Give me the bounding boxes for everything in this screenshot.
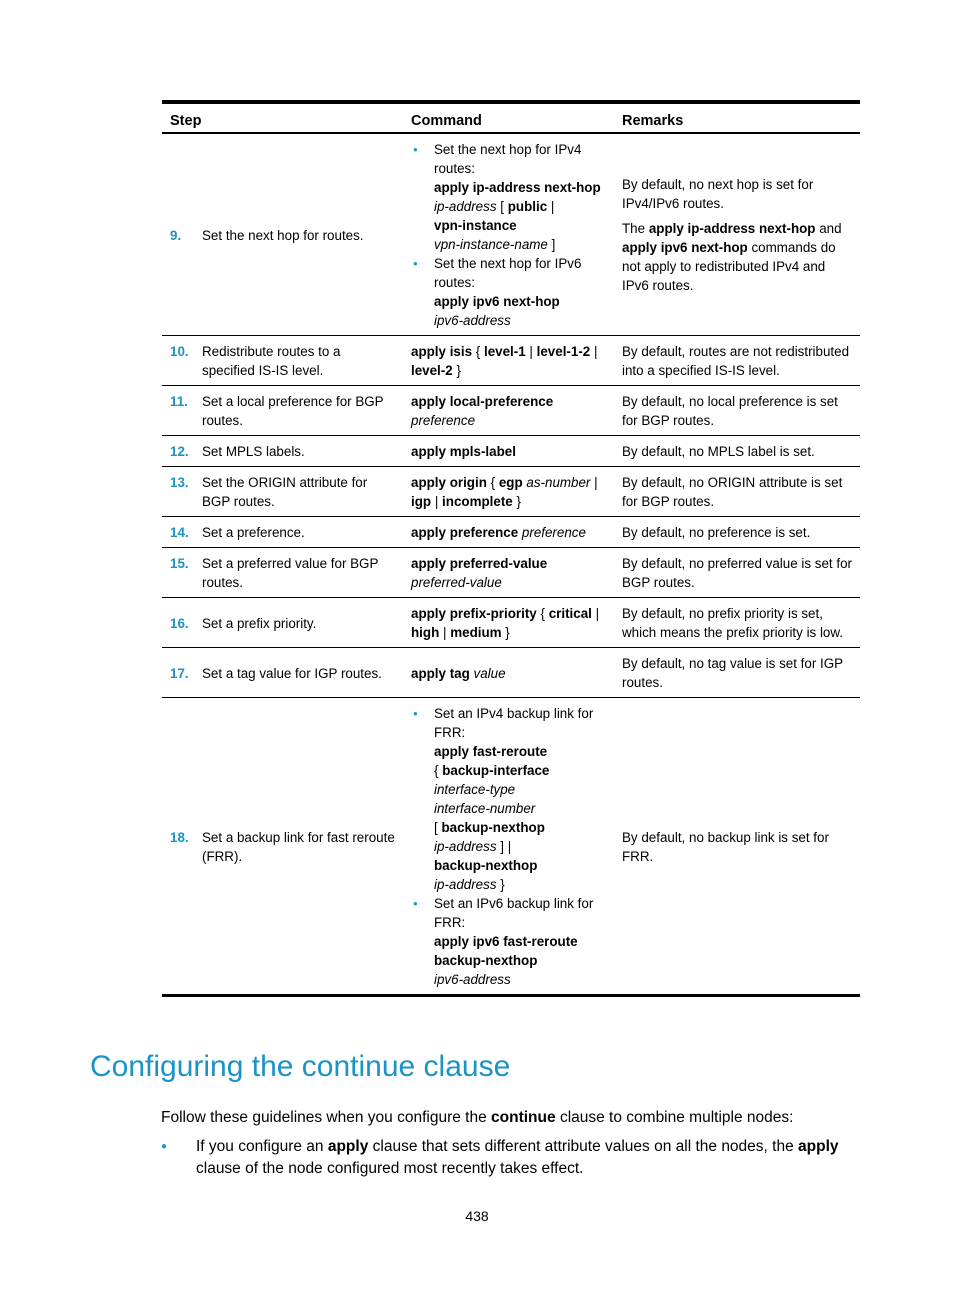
command-list — [411, 140, 606, 330]
command-keyword: critical — [548, 606, 592, 621]
command-cell — [403, 133, 614, 336]
command-keyword: backup-nexthop — [434, 953, 538, 968]
command-keyword: apply ip-address next-hop — [434, 180, 601, 195]
guideline-fragment: clause that sets different attribute values on all the nodes, the — [372, 1138, 794, 1155]
remarks-cell: By default, no MPLS label is set. — [614, 436, 860, 467]
command-keyword: apply prefix-priority — [411, 606, 537, 621]
command-keyword: apply origin — [411, 475, 487, 490]
bullet-icon: ● — [161, 1141, 168, 1152]
guideline-list-item — [161, 1136, 871, 1180]
command-symbol: | — [593, 344, 598, 359]
command-symbol: } — [456, 363, 461, 378]
command-keyword: apply ipv6 next-hop — [622, 240, 748, 255]
command-argument: interface-number — [434, 801, 536, 816]
command-cell — [403, 336, 614, 386]
table-row — [162, 436, 860, 467]
bullet-text: Set an IPv4 backup link for FRR: — [434, 706, 594, 740]
command-symbol: ] | — [500, 839, 512, 854]
command-symbol: { — [490, 475, 496, 490]
remarks-text: By default, no next hop is set for IPv4/IPv6 routes. — [622, 177, 814, 211]
remarks-cell: By default, no backup link is set for FRR. — [614, 698, 860, 996]
bullet-text: Set the next hop for IPv4 routes: — [434, 142, 582, 176]
table-row — [162, 336, 860, 386]
list-item — [434, 704, 606, 894]
step-cell — [162, 517, 403, 548]
command-symbol: { — [540, 606, 545, 621]
guideline-keyword: apply — [327, 1138, 369, 1155]
step-number: 10. — [170, 344, 189, 359]
command-argument: vpn-instance-name — [434, 237, 548, 252]
list-item — [434, 254, 606, 330]
step-text: Set a preference. — [202, 525, 305, 540]
command-cell — [403, 648, 614, 698]
command-keyword: incomplete — [442, 494, 513, 509]
command-cell — [403, 467, 614, 517]
remarks-cell: By default, no ORIGIN attribute is set for BGP routes. — [614, 467, 860, 517]
table-row — [162, 698, 860, 996]
command-keyword: backup-interface — [442, 763, 550, 778]
remarks-cell: By default, no local preference is set for BGP routes. — [614, 386, 860, 436]
step-text: Redistribute routes to a specified IS-IS level. — [202, 344, 341, 378]
intro-keyword: continue — [491, 1109, 556, 1126]
remarks-cell: By default, routes are not redistributed into a specified IS-IS level. — [614, 336, 860, 386]
remarks-fragment: The — [622, 221, 646, 236]
intro-fragment: clause to combine multiple nodes: — [559, 1109, 794, 1126]
command-symbol: | — [443, 625, 447, 640]
command-table — [162, 100, 860, 997]
guideline-fragment: clause of the node configured most recently takes effect. — [196, 1160, 584, 1177]
step-cell — [162, 698, 403, 996]
command-keyword: level-1 — [483, 344, 526, 359]
bullet-text: Set an IPv6 backup link for FRR: — [434, 896, 594, 930]
command-symbol: | — [595, 606, 600, 621]
command-keyword: apply mpls-label — [411, 444, 516, 459]
step-text: Set the ORIGIN attribute for BGP routes. — [202, 475, 368, 509]
step-cell — [162, 467, 403, 517]
step-number: 18. — [170, 829, 189, 845]
remarks-fragment: and — [819, 221, 842, 236]
step-cell — [162, 548, 403, 598]
command-argument: preference — [521, 525, 586, 540]
command-symbol: { — [434, 763, 439, 778]
remarks-cell: By default, no tag value is set for IGP routes. — [614, 648, 860, 698]
command-keyword: igp — [411, 494, 432, 509]
remarks-cell: By default, no prefix priority is set, which means the prefix priority is low. — [614, 598, 860, 648]
table-header-row — [162, 102, 860, 133]
command-symbol: [ — [434, 820, 438, 835]
table-row — [162, 517, 860, 548]
command-cell — [403, 548, 614, 598]
step-number: 9. — [170, 227, 182, 243]
guideline-text — [196, 1136, 871, 1180]
page-number: 438 — [465, 1208, 489, 1224]
step-text: Set a preferred value for BGP routes. — [202, 556, 379, 590]
command-keyword: medium — [450, 625, 502, 640]
command-keyword: level-2 — [411, 363, 453, 378]
command-argument: interface-type — [434, 782, 516, 797]
command-keyword: vpn-instance — [434, 218, 517, 233]
step-cell — [162, 386, 403, 436]
command-symbol: } — [505, 625, 510, 640]
command-cell — [403, 386, 614, 436]
remarks-cell: By default, no preference is set. — [614, 517, 860, 548]
bullet-text: Set the next hop for IPv6 routes: — [434, 256, 582, 290]
command-cell — [403, 436, 614, 467]
step-text: Set a local preference for BGP routes. — [202, 394, 384, 428]
command-argument: ipv6-address — [434, 313, 511, 328]
step-text: Set a tag value for IGP routes. — [202, 665, 382, 681]
step-text: Set MPLS labels. — [202, 444, 305, 459]
command-keyword: public — [507, 199, 548, 214]
command-argument: ip-address — [434, 839, 497, 854]
command-symbol: | — [434, 494, 439, 509]
remarks-cell: By default, no preferred value is set for BGP routes. — [614, 548, 860, 598]
command-keyword: apply isis — [411, 344, 473, 359]
table-row — [162, 386, 860, 436]
step-number: 17. — [170, 665, 189, 681]
command-argument: ip-address — [434, 877, 497, 892]
command-cell — [403, 598, 614, 648]
command-symbol: } — [516, 494, 521, 509]
table-row — [162, 548, 860, 598]
command-cell — [403, 698, 614, 996]
command-keyword: apply ip-address next-hop — [648, 221, 816, 236]
step-number: 11. — [170, 394, 188, 409]
command-keyword: apply preference — [411, 525, 519, 540]
remarks-cell — [614, 133, 860, 336]
command-keyword: level-1-2 — [536, 344, 591, 359]
command-keyword: high — [411, 625, 440, 640]
step-cell — [162, 598, 403, 648]
command-keyword: apply ipv6 next-hop — [434, 294, 560, 309]
table-row — [162, 598, 860, 648]
command-symbol: } — [500, 877, 505, 892]
section-heading: Configuring the continue clause — [90, 1050, 511, 1083]
table-row — [162, 133, 860, 336]
command-symbol: ] — [551, 237, 556, 252]
command-argument: ipv6-address — [434, 972, 511, 987]
command-list — [411, 704, 606, 989]
intro-fragment: Follow these guidelines when you configure the — [161, 1109, 487, 1126]
command-keyword: apply tag — [411, 665, 470, 681]
guideline-fragment: If you configure an — [196, 1138, 324, 1155]
step-text: Set the next hop for routes. — [202, 227, 364, 243]
step-number: 16. — [170, 615, 189, 631]
command-argument: as-number — [526, 475, 591, 490]
table-row — [162, 648, 860, 698]
command-argument: value — [473, 665, 506, 681]
command-keyword: egp — [498, 475, 523, 490]
command-keyword: backup-nexthop — [434, 858, 538, 873]
command-keyword: apply preferred-value — [411, 556, 548, 571]
step-text: Set a prefix priority. — [202, 615, 317, 631]
command-cell — [403, 517, 614, 548]
step-cell — [162, 133, 403, 336]
command-argument: preference — [411, 413, 476, 428]
step-cell — [162, 648, 403, 698]
step-number: 13. — [170, 475, 189, 490]
command-keyword: backup-nexthop — [441, 820, 545, 835]
step-number: 14. — [170, 525, 189, 540]
command-keyword: apply local-preference — [411, 394, 554, 409]
remarks-text — [622, 219, 852, 295]
command-symbol: | — [529, 344, 533, 359]
command-keyword: apply ipv6 fast-reroute — [434, 934, 578, 949]
step-number: 15. — [170, 556, 189, 571]
command-argument: preferred-value — [411, 575, 502, 590]
guideline-keyword: apply — [798, 1138, 839, 1155]
command-symbol: { — [475, 344, 481, 359]
step-cell — [162, 436, 403, 467]
header-step: Step — [162, 102, 403, 133]
step-text: Set a backup link for fast reroute (FRR). — [202, 829, 395, 864]
intro-paragraph — [161, 1109, 793, 1127]
header-remarks: Remarks — [614, 102, 860, 133]
command-keyword: apply fast-reroute — [434, 744, 548, 759]
step-cell — [162, 336, 403, 386]
command-symbol: | — [594, 475, 598, 490]
command-argument: ip-address — [434, 199, 497, 214]
command-symbol: | — [550, 199, 555, 214]
header-command: Command — [403, 102, 614, 133]
table-row — [162, 467, 860, 517]
remarks-fragment: commands do not apply to redistributed IPv4 and IPv6 routes. — [622, 240, 836, 293]
command-symbol: [ — [500, 199, 504, 214]
list-item — [434, 894, 606, 989]
list-item — [434, 140, 606, 254]
step-number: 12. — [170, 444, 189, 459]
